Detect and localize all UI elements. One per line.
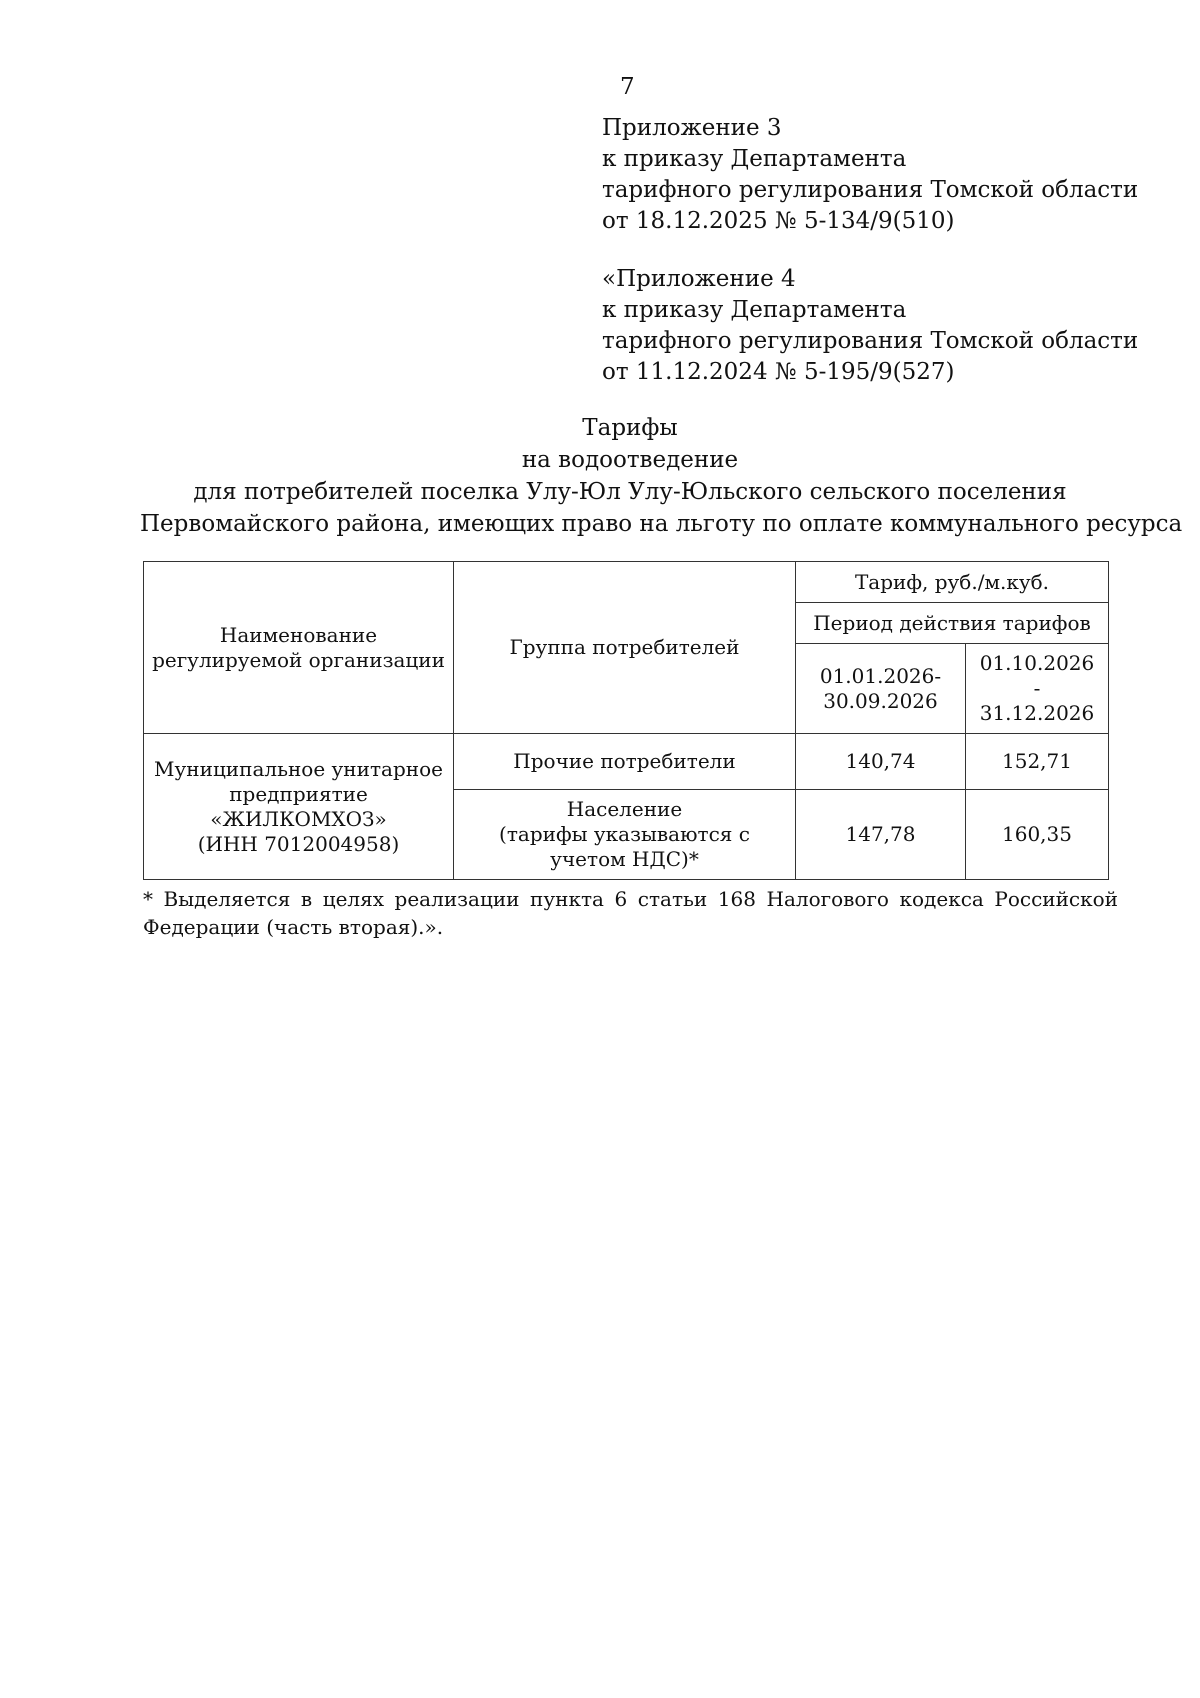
appendix-current-line-4: от 18.12.2025 № 5-134/9(510) (602, 208, 955, 234)
header-consumer-group: Группа потребителей (454, 562, 796, 734)
title-line-3: для потребителей поселка Улу-Юл Улу-Юльского сельского поселения (193, 479, 1067, 505)
tariff-period-2-cell: 160,35 (966, 790, 1109, 880)
appendix-current-line-3: тарифного регулирования Томской области (602, 177, 1139, 203)
title-line-2: на водоотведение (521, 447, 739, 473)
header-org-name: Наименование регулируемой организации (144, 562, 454, 734)
appendix-current-header (602, 113, 1138, 237)
header-tariff-unit: Тариф, руб./м.куб. (796, 562, 1109, 603)
tariff-period-1-cell: 147,78 (796, 790, 966, 880)
title-line-1: Тарифы (582, 415, 678, 441)
header-validity-period: Период действия тарифов (796, 603, 1109, 644)
appendix-current-line-2: к приказу Департамента (602, 146, 907, 172)
tariff-table (143, 561, 1109, 880)
appendix-previous-line-2: к приказу Департамента (602, 297, 907, 323)
footnote: * Выделяется в целях реализации пункта 6 статьи 168 Налогового кодекса Российской Федерации (часть вторая).». (143, 887, 1118, 939)
title-line-4: Первомайского района, имеющих право на льготу по оплате коммунального ресурса (140, 511, 1183, 537)
consumer-group-cell: Прочие потребители (454, 734, 796, 790)
appendix-previous-line-3: тарифного регулирования Томской области (602, 328, 1139, 354)
document-title (140, 412, 1183, 540)
page-number: 7 (620, 74, 635, 100)
appendix-current-line-1: Приложение 3 (602, 115, 782, 141)
appendix-previous-header (602, 264, 1138, 388)
header-period-1: 01.01.2026- 30.09.2026 (796, 644, 966, 734)
table-row (144, 734, 1109, 790)
appendix-previous-line-1: «Приложение 4 (602, 266, 796, 292)
organization-cell: Муниципальное унитарное предприятие «ЖИЛКОМХОЗ» (ИНН 7012004958) (144, 734, 454, 880)
tariff-period-2-cell: 152,71 (966, 734, 1109, 790)
consumer-group-cell: Население (тарифы указываются с учетом НДС)* (454, 790, 796, 880)
appendix-previous-line-4: от 11.12.2024 № 5-195/9(527) (602, 359, 955, 385)
tariff-period-1-cell: 140,74 (796, 734, 966, 790)
header-period-2: 01.10.2026 - 31.12.2026 (966, 644, 1109, 734)
